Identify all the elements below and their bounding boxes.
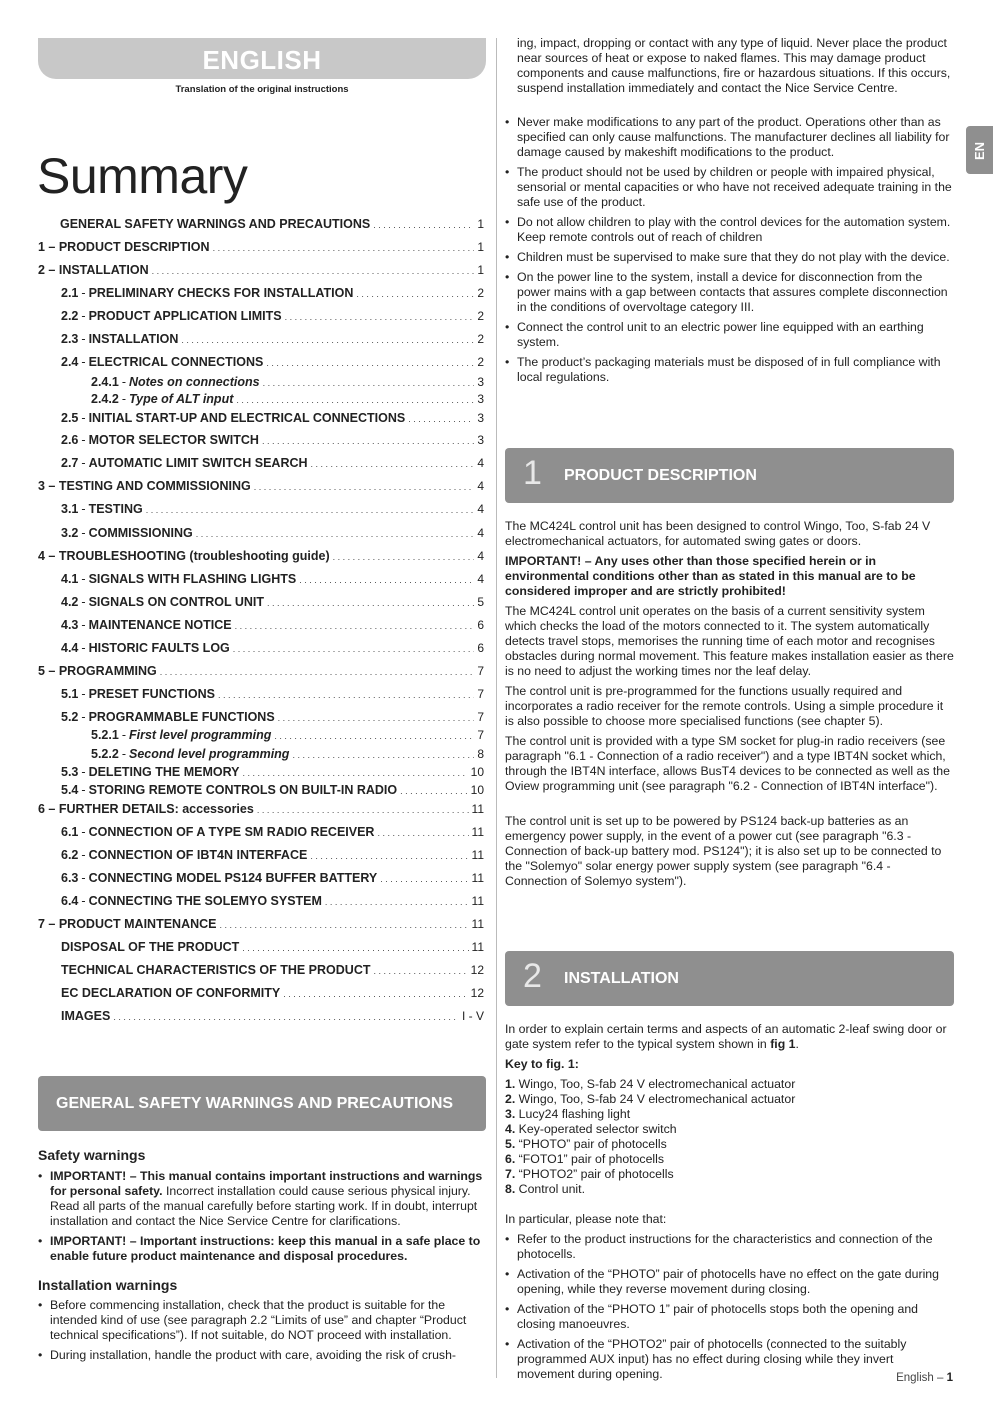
toc-number: 2.1 bbox=[61, 286, 79, 300]
toc-title: DELETING THE MEMORY bbox=[88, 765, 240, 779]
toc-number: 2.4.1 bbox=[91, 375, 119, 389]
toc-separator: - bbox=[81, 411, 86, 425]
language-banner: ENGLISH bbox=[38, 38, 486, 79]
toc-page: 6 bbox=[477, 618, 484, 632]
toc-leader bbox=[333, 549, 475, 565]
toc-page: 11 bbox=[471, 802, 484, 816]
toc-entry[interactable] bbox=[38, 549, 484, 565]
toc-number: 4.4 bbox=[61, 641, 79, 655]
toc-entry[interactable] bbox=[38, 355, 484, 371]
toc-entry[interactable] bbox=[38, 502, 484, 518]
toc-page: 10 bbox=[470, 765, 484, 779]
toc-title: INITIAL START-UP AND ELECTRICAL CONNECTIONS bbox=[88, 411, 406, 425]
toc-entry[interactable] bbox=[38, 710, 484, 726]
toc-leader bbox=[243, 765, 468, 781]
toc-title: First level programming bbox=[128, 728, 272, 742]
toc-page: 10 bbox=[470, 783, 484, 797]
toc-title: IMAGES bbox=[61, 1009, 111, 1023]
toc-title: TECHNICAL CHARACTERISTICS OF THE PRODUCT bbox=[61, 963, 371, 977]
toc-separator: - bbox=[81, 825, 86, 839]
key-item bbox=[505, 1092, 954, 1107]
installation-warnings-heading: Installation warnings bbox=[38, 1277, 178, 1293]
toc-title: CONNECTING THE SOLEMYO SYSTEM bbox=[88, 894, 322, 908]
note-item: • Activation of the “PHOTO 1” pair of photocells stops both the opening and closing manoeuvres. bbox=[505, 1302, 954, 1332]
key-number: 5. bbox=[505, 1137, 516, 1151]
toc-leader bbox=[233, 641, 475, 657]
toc-page: 3 bbox=[477, 392, 484, 406]
toc-number: 2 – INSTALLATION bbox=[38, 263, 149, 277]
toc-number: 6.1 bbox=[61, 825, 79, 839]
toc-number: 5 – PROGRAMMING bbox=[38, 664, 157, 678]
toc-leader bbox=[274, 728, 474, 744]
notes-list bbox=[505, 1232, 954, 1387]
toc-number: 2.6 bbox=[61, 433, 79, 447]
toc-page: 11 bbox=[471, 917, 484, 931]
toc-entry[interactable] bbox=[38, 986, 484, 1002]
toc-leader bbox=[266, 355, 474, 371]
note-item: • Refer to the product instructions for the characteristics and connection of the photocells. bbox=[505, 1232, 954, 1262]
toc-leader bbox=[220, 917, 469, 933]
toc-entry[interactable] bbox=[38, 263, 484, 279]
toc-entry[interactable] bbox=[38, 411, 484, 427]
warnings-list-continued bbox=[505, 115, 954, 390]
toc-number: 5.1 bbox=[61, 687, 79, 701]
toc-leader bbox=[263, 375, 475, 391]
toc-page: 3 bbox=[477, 411, 484, 425]
toc-number: 2.4.2 bbox=[91, 392, 119, 406]
toc-number: 4.2 bbox=[61, 595, 79, 609]
toc-title: TESTING bbox=[88, 502, 143, 516]
toc-leader bbox=[152, 263, 475, 279]
chapter-1-paragraph-3: The control unit is pre-programmed for the functions usually required and incorporates a radio receiver for the remote controls. Using a simple procedure it is also possible to choose more specialised functions (see chapter 5). bbox=[505, 684, 944, 728]
warning-item: • On the power line to the system, install a device for disconnection from the power mains with a gap between contacts that assures complete disconnection in the conditions of overvoltage category III. bbox=[505, 270, 954, 315]
toc-separator: - bbox=[81, 687, 86, 701]
toc-entry[interactable] bbox=[38, 802, 484, 818]
toc-leader bbox=[267, 595, 474, 611]
toc-number: 5.3 bbox=[61, 765, 79, 779]
toc-title: PROGRAMMABLE FUNCTIONS bbox=[88, 710, 275, 724]
toc-separator: - bbox=[121, 375, 126, 389]
toc-title: EC DECLARATION OF CONFORMITY bbox=[61, 986, 281, 1000]
toc-separator: - bbox=[81, 309, 86, 323]
key-number: 1. bbox=[505, 1077, 516, 1091]
toc-page: 4 bbox=[477, 572, 484, 586]
chapter-1-important: IMPORTANT! – Any uses other than those specified herein or in environmental conditions other than as stated in this manual are to be considered improper and are strictly prohibited! bbox=[505, 554, 916, 598]
toc-number: 2.3 bbox=[61, 332, 79, 346]
installation-warnings-list bbox=[38, 1298, 487, 1368]
toc-number: 3 – TESTING AND COMMISSIONING bbox=[38, 479, 251, 493]
toc-entry[interactable] bbox=[38, 848, 484, 864]
toc-page: 11 bbox=[471, 894, 484, 908]
toc-page: 3 bbox=[477, 375, 484, 389]
warning-item: • Children must be supervised to make sure that they do not play with the device. bbox=[505, 250, 954, 265]
toc-number: 6.3 bbox=[61, 871, 79, 885]
toc-separator: - bbox=[81, 894, 86, 908]
toc-separator: - bbox=[81, 332, 86, 346]
toc-title: MOTOR SELECTOR SWITCH bbox=[88, 433, 259, 447]
toc-page: 1 bbox=[477, 240, 484, 254]
note-item: • Activation of the “PHOTO2” pair of photocells (connected to the suitably programmed AUX input) has no effect during closing while they invert movement during opening. bbox=[505, 1337, 954, 1382]
toc-entry[interactable] bbox=[38, 1009, 484, 1025]
toc-number: 6.2 bbox=[61, 848, 79, 862]
toc-separator: - bbox=[81, 433, 86, 447]
note-intro: In particular, please note that: bbox=[505, 1212, 667, 1226]
toc-title: STORING REMOTE CONTROLS ON BUILT-IN RADIO bbox=[88, 783, 398, 797]
language-side-tab bbox=[966, 126, 993, 174]
toc-entry[interactable] bbox=[38, 917, 484, 933]
toc-entry[interactable] bbox=[38, 765, 484, 781]
toc-title: MAINTENANCE NOTICE bbox=[88, 618, 232, 632]
chapter-1-paragraph-1: The MC424L control unit has been designed to control Wingo, Too, S-fab 24 V electromechanical actuators, for automated swing gates or doors. bbox=[505, 519, 931, 548]
toc-title: SIGNALS WITH FLASHING LIGHTS bbox=[88, 572, 297, 586]
toc-title: PRESET FUNCTIONS bbox=[88, 687, 215, 701]
toc-entry[interactable] bbox=[38, 825, 484, 841]
toc-page: 1 bbox=[477, 217, 484, 231]
toc-page: 11 bbox=[471, 940, 484, 954]
toc-leader bbox=[285, 309, 475, 325]
chapter-1-paragraph-4: The control unit is provided with a type SM socket for plug-in radio receivers (see paragraph "6.1 - Connection of a radio receiver") and a type IBT4N socket which, through the IBT4N interface, allows BusT4 devices to be connected as well as the Oview programming unit (see paragraph "6.2 - Connection of IBT4N interface"). bbox=[505, 734, 950, 793]
key-item bbox=[505, 1137, 954, 1152]
toc-number: 5.2.2 bbox=[91, 747, 119, 761]
toc-separator: - bbox=[81, 765, 86, 779]
key-heading: Key to fig. 1: bbox=[505, 1057, 579, 1071]
key-text: Lucy24 flashing light bbox=[515, 1107, 631, 1121]
toc-entry[interactable] bbox=[38, 456, 484, 472]
toc-leader bbox=[325, 894, 469, 910]
toc-page: 12 bbox=[470, 963, 484, 977]
toc-leader bbox=[310, 848, 468, 864]
key-number: 7. bbox=[505, 1167, 516, 1181]
key-number: 8. bbox=[505, 1182, 516, 1196]
toc-number: 4.3 bbox=[61, 618, 79, 632]
toc-page: 4 bbox=[477, 526, 484, 540]
toc-title: ELECTRICAL CONNECTIONS bbox=[88, 355, 264, 369]
chapter-1-paragraph-5: The control unit is set up to be powered by PS124 back-up batteries as an emergency power supply, in the event of a power cut (see paragraph "6.3 - Connection of back-up battery mod. PS124"); it is also set up to be connected to the "Solemyo" solar energy power supply system (see paragraph "6.4 - Connection of Solemyo system"). bbox=[505, 814, 942, 888]
toc-separator: - bbox=[121, 392, 126, 406]
toc-title: GENERAL SAFETY WARNINGS AND PRECAUTIONS bbox=[60, 217, 371, 231]
installation-warning-item: • During installation, handle the product with care, avoiding the risk of crush- bbox=[38, 1348, 487, 1363]
toc-page: 11 bbox=[471, 871, 484, 885]
toc-entry[interactable] bbox=[38, 940, 484, 956]
toc-title: Notes on connections bbox=[128, 375, 260, 389]
toc-entry[interactable] bbox=[38, 332, 484, 348]
toc-entry[interactable] bbox=[38, 479, 484, 495]
toc-leader bbox=[380, 871, 468, 887]
key-number: 4. bbox=[505, 1122, 516, 1136]
toc-page: 3 bbox=[477, 433, 484, 447]
toc-entry[interactable] bbox=[38, 572, 484, 588]
toc-entry[interactable] bbox=[38, 309, 484, 325]
toc-number: 2.4 bbox=[61, 355, 79, 369]
key-item bbox=[505, 1167, 954, 1182]
toc-leader bbox=[374, 963, 468, 979]
toc-leader bbox=[373, 217, 474, 233]
toc-separator: - bbox=[81, 355, 86, 369]
toc-leader bbox=[196, 526, 475, 542]
toc-leader bbox=[235, 618, 475, 634]
key-number: 3. bbox=[505, 1107, 516, 1121]
warning-item: • The product should not be used by children or people with impaired physical, sensorial or mental capacities or who have not received adequate training in the safe use of the product. bbox=[505, 165, 954, 210]
key-text: Wingo, Too, S-fab 24 V electromechanical actuator bbox=[515, 1077, 796, 1091]
toc-separator: - bbox=[81, 783, 86, 797]
toc-number: 3.2 bbox=[61, 526, 79, 540]
safety-warnings-heading: Safety warnings bbox=[38, 1147, 146, 1163]
warning-item: • Never make modifications to any part of the product. Operations other than as specified can only cause malfunctions. The manufacturer declines all liability for damage caused by makeshift modifications to the product. bbox=[505, 115, 954, 160]
toc-leader bbox=[400, 783, 468, 799]
safety-warning-item bbox=[38, 1234, 487, 1264]
toc-entry[interactable] bbox=[38, 217, 484, 233]
toc-page: 4 bbox=[477, 502, 484, 516]
toc-separator: - bbox=[81, 502, 86, 516]
chapter-2-intro bbox=[505, 1022, 954, 1052]
toc-title: CONNECTION OF IBT4N INTERFACE bbox=[88, 848, 308, 862]
warning-item: • Connect the control unit to an electric power line equipped with an earthing system. bbox=[505, 320, 954, 350]
toc-number: 2.7 bbox=[61, 456, 79, 470]
chapter-2-intro-end: . bbox=[795, 1037, 799, 1051]
toc-entry[interactable] bbox=[38, 783, 484, 799]
key-number: 2. bbox=[505, 1092, 516, 1106]
toc-number: 6 – FURTHER DETAILS: accessories bbox=[38, 802, 254, 816]
toc-number: 2.2 bbox=[61, 309, 79, 323]
toc-entry[interactable] bbox=[38, 641, 484, 657]
toc-page: 4 bbox=[477, 479, 484, 493]
key-item bbox=[505, 1152, 954, 1167]
toc-leader bbox=[377, 825, 468, 841]
chapter-1-paragraph-2: The MC424L control unit operates on the basis of a current sensitivity system which checks the load of the motors connected to it. The system automatically detects travel stops, memorises the running time of each motor and recognises obstacles during normal movement. This feature makes installation easier as there is no need to adjust the working times nor the leaf delay. bbox=[505, 604, 954, 678]
chapter-1-title: PRODUCT DESCRIPTION bbox=[564, 467, 757, 484]
toc-leader bbox=[236, 392, 474, 408]
chapter-2-number: 2 bbox=[523, 957, 542, 995]
toc-title: CONNECTING MODEL PS124 BUFFER BATTERY bbox=[88, 871, 378, 885]
toc-number: 5.2 bbox=[61, 710, 79, 724]
toc-page: 2 bbox=[477, 355, 484, 369]
toc-title: PRODUCT APPLICATION LIMITS bbox=[88, 309, 282, 323]
key-number: 6. bbox=[505, 1152, 516, 1166]
toc-page: 2 bbox=[477, 332, 484, 346]
key-item bbox=[505, 1182, 954, 1197]
toc-leader bbox=[283, 986, 467, 1002]
toc-leader bbox=[356, 286, 474, 302]
toc-entry[interactable] bbox=[38, 871, 484, 887]
continued-warning-text: ing, impact, dropping or contact with any type of liquid. Never place the product near sources of heat or expose to naked flames. This may damage product components and cause malfunctions, fire or hazardous situations. If this occurs, suspend installation immediately and contact the Nice Service Centre. bbox=[517, 36, 951, 95]
toc-entry[interactable] bbox=[38, 433, 484, 449]
toc-title: COMMISSIONING bbox=[88, 526, 193, 540]
toc-page: 4 bbox=[477, 456, 484, 470]
chapter-1-header bbox=[505, 448, 954, 503]
toc-title: PRELIMINARY CHECKS FOR INSTALLATION bbox=[88, 286, 354, 300]
toc-separator: - bbox=[81, 618, 86, 632]
toc-number: 5.4 bbox=[61, 783, 79, 797]
toc-leader bbox=[213, 240, 475, 256]
toc-leader bbox=[408, 411, 474, 427]
toc-separator: - bbox=[81, 641, 86, 655]
toc-entry[interactable] bbox=[38, 240, 484, 256]
toc-leader bbox=[278, 710, 475, 726]
toc-title: HISTORIC FAULTS LOG bbox=[88, 641, 230, 655]
toc-leader bbox=[146, 502, 475, 518]
toc-title: INSTALLATION bbox=[88, 332, 179, 346]
toc-separator: - bbox=[81, 710, 86, 724]
toc-number: 6.4 bbox=[61, 894, 79, 908]
toc-title: SIGNALS ON CONTROL UNIT bbox=[88, 595, 265, 609]
toc-number: 5.2.1 bbox=[91, 728, 119, 742]
translation-note: Translation of the original instructions bbox=[175, 84, 349, 95]
toc-title: CONNECTION OF A TYPE SM RADIO RECEIVER bbox=[88, 825, 375, 839]
toc-entry[interactable] bbox=[38, 595, 484, 611]
figure-key-list bbox=[505, 1077, 954, 1197]
toc-number: 4 – TROUBLESHOOTING (troubleshooting guide) bbox=[38, 549, 330, 563]
toc-page: 1 bbox=[477, 263, 484, 277]
warning-emphasis: IMPORTANT! – Important instructions: keep this manual in a safe place to enable future product maintenance and disposal procedures. bbox=[50, 1234, 481, 1263]
key-item bbox=[505, 1107, 954, 1122]
toc-leader bbox=[160, 664, 475, 680]
toc-leader bbox=[299, 572, 474, 588]
key-item bbox=[505, 1122, 954, 1137]
toc-page: 6 bbox=[477, 641, 484, 655]
toc-leader bbox=[262, 433, 474, 449]
toc-separator: - bbox=[81, 286, 86, 300]
footer-label: English – bbox=[896, 1372, 947, 1384]
toc-page: 8 bbox=[477, 747, 484, 761]
toc-number: 3.1 bbox=[61, 502, 79, 516]
toc-leader bbox=[254, 479, 475, 495]
page-footer bbox=[896, 1372, 953, 1384]
safety-warnings-list bbox=[38, 1169, 487, 1269]
warning-text: Incorrect installation could cause serious physical injury. Read all parts of the manual carefully before starting work. If in doubt, interrupt installation and contact the Nice Service Centre for clarifications. bbox=[50, 1184, 478, 1228]
toc-number: 4.1 bbox=[61, 572, 79, 586]
toc-leader bbox=[242, 940, 468, 956]
toc-separator: - bbox=[81, 572, 86, 586]
page-number: 1 bbox=[946, 1372, 953, 1384]
toc-entry[interactable] bbox=[38, 618, 484, 634]
toc-title: Type of ALT input bbox=[128, 392, 234, 406]
toc-separator: - bbox=[81, 456, 86, 470]
key-text: Key-operated selector switch bbox=[515, 1122, 677, 1136]
toc-entry[interactable] bbox=[38, 728, 484, 744]
toc-entry[interactable] bbox=[38, 286, 484, 302]
toc-number: 1 – PRODUCT DESCRIPTION bbox=[38, 240, 210, 254]
toc-leader bbox=[311, 456, 475, 472]
toc-page: 2 bbox=[477, 286, 484, 300]
toc-separator: - bbox=[81, 526, 86, 540]
warning-emphasis: IMPORTANT! – This manual contains important instructions and warnings for personal safety. bbox=[50, 1169, 483, 1198]
toc-page: 11 bbox=[471, 848, 484, 862]
toc-leader bbox=[257, 802, 469, 818]
toc-page: 7 bbox=[477, 664, 484, 678]
toc-entry[interactable] bbox=[38, 375, 484, 391]
toc-number: 2.5 bbox=[61, 411, 79, 425]
summary-title: Summary bbox=[37, 148, 248, 204]
figure-reference: fig 1 bbox=[770, 1037, 796, 1051]
warning-item: • Do not allow children to play with the control devices for the automation system. Keep remote controls out of reach of children bbox=[505, 215, 954, 245]
toc-leader bbox=[292, 747, 474, 763]
toc-separator: - bbox=[81, 871, 86, 885]
toc-page: 12 bbox=[470, 986, 484, 1000]
key-text: Wingo, Too, S-fab 24 V electromechanical actuator bbox=[515, 1092, 796, 1106]
note-item: • Activation of the “PHOTO” pair of photocells have no effect on the gate during opening, while they reverse movement during closing. bbox=[505, 1267, 954, 1297]
toc-separator: - bbox=[81, 595, 86, 609]
toc-entry[interactable] bbox=[38, 894, 484, 910]
installation-warning-item: • Before commencing installation, check that the product is suitable for the intended kind of use (see paragraph 2.2 “Limits of use” and chapter “Product technical specifications”). If not suitable, do NOT proceed with installation. bbox=[38, 1298, 487, 1343]
key-text: “FOTO1” pair of photocells bbox=[515, 1152, 665, 1166]
key-item bbox=[505, 1077, 954, 1092]
chapter-2-title: INSTALLATION bbox=[564, 970, 679, 987]
toc-separator: - bbox=[81, 848, 86, 862]
toc-entry[interactable] bbox=[38, 963, 484, 979]
key-text: “PHOTO2” pair of photocells bbox=[515, 1167, 674, 1181]
chapter-2-intro-text: In order to explain certain terms and aspects of an automatic 2-leaf swing door or gate system refer to the typical system shown in bbox=[505, 1022, 947, 1051]
toc-page: 5 bbox=[477, 595, 484, 609]
toc-entry[interactable] bbox=[38, 526, 484, 542]
chapter-1-number: 1 bbox=[523, 454, 542, 492]
toc-entry[interactable] bbox=[38, 664, 484, 680]
warning-item: • The product’s packaging materials must be disposed of in full compliance with local regulations. bbox=[505, 355, 954, 385]
toc-leader bbox=[218, 687, 474, 703]
toc-entry[interactable] bbox=[38, 687, 484, 703]
toc-title: AUTOMATIC LIMIT SWITCH SEARCH bbox=[88, 456, 308, 470]
general-safety-box-title: GENERAL SAFETY WARNINGS AND PRECAUTIONS bbox=[38, 1076, 486, 1131]
toc-entry[interactable] bbox=[38, 392, 484, 408]
toc-page: 7 bbox=[477, 687, 484, 701]
toc-separator: - bbox=[121, 747, 126, 761]
chapter-2-header bbox=[505, 951, 954, 1006]
toc-page: 7 bbox=[477, 710, 484, 724]
toc-leader bbox=[181, 332, 474, 348]
language-side-tab-label: EN bbox=[972, 141, 987, 160]
key-text: “PHOTO” pair of photocells bbox=[515, 1137, 667, 1151]
toc-page: 7 bbox=[477, 728, 484, 742]
toc-page: I - V bbox=[461, 1009, 484, 1023]
key-text: Control unit. bbox=[515, 1182, 585, 1196]
toc-entry[interactable] bbox=[38, 747, 484, 763]
toc-page: 2 bbox=[477, 309, 484, 323]
toc-separator: - bbox=[121, 728, 126, 742]
toc-page: 4 bbox=[477, 549, 484, 563]
safety-warning-item bbox=[38, 1169, 487, 1229]
toc-page: 11 bbox=[471, 825, 484, 839]
toc-number: 7 – PRODUCT MAINTENANCE bbox=[38, 917, 217, 931]
toc-title: DISPOSAL OF THE PRODUCT bbox=[61, 940, 240, 954]
toc-leader bbox=[113, 1009, 459, 1025]
column-divider bbox=[496, 38, 497, 1378]
toc-title: Second level programming bbox=[128, 747, 290, 761]
